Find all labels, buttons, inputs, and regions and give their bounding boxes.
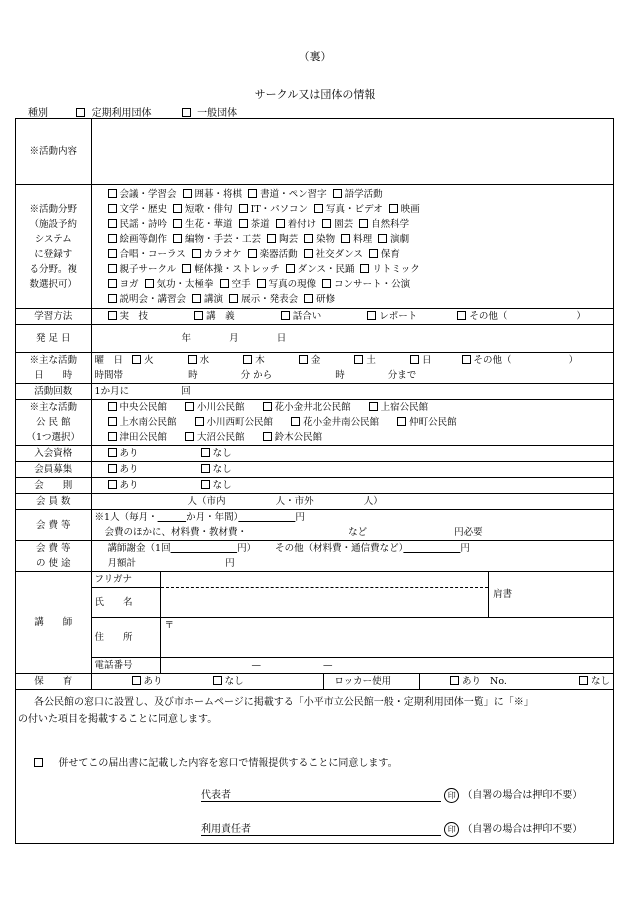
consent-section [15, 684, 614, 844]
representative-field[interactable] [201, 786, 441, 802]
founded-day: 日 [276, 333, 287, 344]
option-checkbox[interactable] [248, 249, 257, 258]
option-label: ヨガ [119, 278, 139, 290]
option-checkbox[interactable] [333, 189, 342, 198]
consent-info-text: 併せてこの届出書に記載した内容を窓口で情報提供することに同意します。 [58, 758, 398, 769]
option-row [108, 292, 610, 307]
option-label: 楽器活動 [259, 248, 298, 260]
option-label: 写真の現像 [268, 278, 317, 290]
option-checkbox[interactable] [360, 264, 369, 273]
responsible-field[interactable] [201, 820, 441, 836]
teacher-furigana-field[interactable] [161, 572, 489, 588]
option-label: 茶道 [250, 218, 270, 230]
type-row [28, 104, 237, 119]
hall-label-line: （1つ選択） [26, 432, 81, 443]
members-label: 会 員 数 [16, 494, 92, 510]
day-option: 金 [310, 355, 321, 366]
option-checkbox[interactable] [108, 279, 117, 288]
members-city: 人（市内 [187, 496, 226, 507]
time-hour2: 時 [335, 370, 345, 381]
activity-content-label: ※活動内容 [16, 119, 92, 185]
checkbox-recruit-yes[interactable] [108, 464, 117, 473]
admission-row [16, 446, 614, 462]
option-label: 語学活動 [344, 188, 383, 200]
count-unit: 回 [181, 386, 191, 397]
option-label: 上水南公民館 [119, 417, 177, 428]
responsible-row [201, 820, 582, 837]
type-label: 種別 [28, 108, 48, 119]
recruit-row [16, 462, 614, 478]
method-options [91, 309, 613, 325]
hall-list [108, 400, 610, 445]
rules-options [91, 478, 613, 494]
option-label: 囲碁・将棋 [194, 188, 243, 200]
option-checkbox[interactable] [263, 402, 272, 411]
method-label: 学習方法 [16, 309, 92, 325]
schedule-label-line: ※主な活動 [29, 355, 78, 366]
usage-field[interactable] [91, 541, 613, 572]
activity-field-options [91, 185, 613, 309]
day-option: 火 [144, 355, 154, 366]
day-option: 日 [421, 355, 432, 366]
option-row [108, 202, 610, 217]
checkbox-lecture[interactable] [194, 311, 203, 320]
usage-line-2 [108, 556, 610, 571]
option-label: 社交ダンス [315, 248, 363, 260]
founded-label: 発 足 日 [16, 325, 92, 353]
option-label: 染物 [316, 233, 336, 245]
method-option: 講 義 [206, 311, 235, 322]
option-label: 大沼公民館 [197, 432, 245, 443]
method-option: その他（ [469, 311, 508, 322]
option-label: 展示・発表会 [241, 293, 299, 305]
founded-field[interactable] [91, 325, 613, 353]
option-checkbox[interactable] [173, 219, 182, 228]
locker-label: ロッカー使用 [324, 674, 420, 689]
activity-field-label-line: 数選択可） [29, 278, 78, 290]
time-hour1: 時 [188, 370, 198, 381]
option-checkbox[interactable] [291, 417, 300, 426]
option-checkbox[interactable] [276, 219, 285, 228]
option-checkbox[interactable] [304, 249, 313, 258]
option-yes: あり [119, 464, 139, 475]
consent-info-row [34, 754, 398, 769]
responsible-label: 利用責任者 [201, 824, 251, 835]
option-label: IT・パソコン [250, 203, 308, 215]
option-checkbox[interactable] [397, 417, 406, 426]
option-row [108, 400, 610, 415]
phone-dash: — [323, 660, 333, 671]
option-checkbox[interactable] [239, 219, 248, 228]
option-checkbox[interactable] [389, 204, 398, 213]
option-label: 編物・手芸・工芸 [185, 233, 262, 245]
option-checkbox[interactable] [220, 279, 229, 288]
fee-text: 円必要 [454, 527, 483, 538]
option-label: 小川公民館 [197, 402, 245, 413]
time-label: 時間帯 [94, 370, 124, 381]
fee-text: 会費のほかに、材料費・教材費・ [104, 527, 248, 538]
option-label: 鈴木公民館 [274, 432, 323, 443]
fee-text: 円 [295, 512, 305, 523]
checkbox-info-consent[interactable] [34, 758, 43, 767]
day-close: ） [568, 355, 579, 366]
admission-label: 入会資格 [16, 446, 92, 462]
usage-text: その他（材料費・通信費など） [275, 543, 404, 554]
circle-info-table [15, 118, 614, 690]
day-option: 水 [199, 355, 210, 366]
childcare-label: 保 育 [16, 674, 92, 690]
usage-text: 月額計 [107, 558, 137, 569]
option-label: ダンス・民踊 [297, 263, 355, 275]
members-row [16, 494, 614, 510]
teacher-address-label: 住 所 [91, 618, 161, 658]
option-checkbox[interactable] [304, 294, 313, 303]
activity-content-field[interactable] [91, 119, 613, 185]
schedule-label-line: 日 時 [34, 370, 73, 381]
page-side-label: （裏） [298, 50, 332, 63]
time-from: 分 から [240, 370, 273, 381]
recruit-label: 会員募集 [16, 462, 92, 478]
option-label: 小川西町公民館 [206, 417, 274, 428]
fee-blank [238, 512, 295, 523]
option-checkbox[interactable] [322, 219, 331, 228]
option-row [108, 232, 610, 247]
option-row [108, 430, 610, 445]
option-checkbox[interactable] [185, 432, 194, 441]
phone-dash: — [251, 660, 261, 671]
option-label: 空手 [231, 278, 251, 290]
schedule-days-line [95, 353, 610, 368]
members-outside: 人・市外 [275, 496, 314, 507]
fee-field[interactable] [91, 510, 613, 541]
hall-label-line: 公 民 館 [35, 417, 71, 428]
option-label: 保育 [380, 248, 400, 260]
option-label: コンサート・公演 [334, 278, 411, 290]
teacher-furigana-label: フリガナ [91, 572, 161, 588]
activity-field-row [16, 185, 614, 309]
members-close: 人） [363, 496, 383, 507]
schedule-row [16, 353, 614, 384]
option-label: 説明会・講習会 [119, 293, 187, 305]
option-label: 短歌・俳句 [185, 203, 233, 215]
seal-icon: 印 [444, 788, 459, 803]
option-label: 気功・太極拳 [156, 278, 214, 290]
option-checkbox[interactable] [192, 294, 201, 303]
option-row [108, 187, 610, 202]
checkbox-thu[interactable] [243, 355, 252, 364]
usage-text: 円 [460, 543, 470, 554]
count-row [16, 384, 614, 400]
teacher-address-row [16, 618, 614, 630]
option-no: なし [224, 676, 244, 687]
option-label: 写真・ビデオ [325, 203, 383, 215]
option-checkbox[interactable] [322, 279, 331, 288]
method-option: 話合い [292, 311, 322, 322]
option-label: 陶芸 [279, 233, 299, 245]
founded-row [16, 325, 614, 353]
consent-line: 各公民館の窓口に設置し、及び市ホームページに掲載する「小平市立公民館一般・定期利用団体一覧」に「※」 [34, 697, 534, 708]
hall-label [16, 400, 92, 446]
method-close: ） [576, 311, 586, 322]
option-label: 園芸 [334, 218, 354, 230]
option-no: なし [590, 676, 610, 687]
option-checkbox[interactable] [257, 279, 266, 288]
option-checkbox[interactable] [195, 417, 204, 426]
postal-mark: 〒 [164, 620, 174, 631]
checkbox-practice[interactable] [108, 311, 117, 320]
option-checkbox[interactable] [108, 264, 117, 273]
locker-no-label: No. [490, 676, 507, 687]
fee-text: か月・年間） [186, 512, 239, 523]
method-row [16, 309, 614, 325]
hall-row [16, 400, 614, 446]
option-row [108, 217, 610, 232]
option-checkbox[interactable] [248, 189, 257, 198]
option-checkbox[interactable] [108, 219, 117, 228]
option-checkbox[interactable] [369, 402, 378, 411]
option-label: 中央公民館 [119, 402, 168, 413]
usage-label-line: の 使 途 [35, 558, 71, 569]
checkbox-regular-group[interactable] [76, 108, 85, 117]
form-title: サークル又は団体の情報 [254, 88, 376, 101]
option-yes: あり [143, 676, 163, 687]
option-label: 講演 [204, 293, 224, 305]
rules-label: 会 則 [16, 478, 92, 494]
usage-line-1 [108, 541, 610, 556]
option-no: なし [212, 448, 232, 459]
day-option: その他（ [473, 355, 512, 366]
option-checkbox[interactable] [359, 219, 368, 228]
hall-options [91, 400, 613, 446]
checkbox-wed[interactable] [188, 355, 197, 364]
checkbox-admission-no[interactable] [201, 448, 210, 457]
representative-row [201, 786, 582, 803]
option-checkbox[interactable] [173, 204, 182, 213]
usage-text: 円） [237, 543, 257, 554]
option-checkbox[interactable] [192, 249, 201, 258]
fee-blank [158, 512, 187, 523]
day-option: 土 [366, 355, 376, 366]
fee-text: ※1人（毎月・ [94, 512, 158, 523]
option-checkbox[interactable] [369, 249, 378, 258]
usage-text: 講師謝金（1回 [107, 543, 171, 554]
teacher-title-cell[interactable] [489, 572, 614, 618]
option-label: 自然科学 [371, 218, 410, 230]
option-label: 津田公民館 [119, 432, 168, 443]
option-yes: あり [119, 480, 139, 491]
checkbox-rules-yes[interactable] [108, 480, 117, 489]
count-label: 活動回数 [16, 384, 92, 400]
responsible-note: （自署の場合は押印不要） [462, 824, 583, 835]
representative-note: （自署の場合は押印不要） [462, 790, 583, 801]
activity-content-row [16, 119, 614, 185]
option-label: 合唱・コーラス [119, 248, 186, 260]
option-label: 親子サークル [119, 263, 177, 275]
type-general-label: 一般団体 [197, 108, 238, 119]
teacher-address-field[interactable] [161, 618, 614, 658]
schedule-field [91, 353, 613, 384]
option-label: 生花・華道 [185, 218, 233, 230]
option-row [108, 277, 610, 292]
activity-field-label-line: る分野。複 [29, 263, 78, 275]
option-checkbox[interactable] [108, 402, 117, 411]
usage-text: 円 [225, 558, 235, 569]
fee-text: など [348, 527, 368, 538]
count-field[interactable] [91, 384, 613, 400]
option-checkbox[interactable] [185, 402, 194, 411]
checkbox-sat[interactable] [354, 355, 363, 364]
option-no: なし [212, 480, 232, 491]
option-checkbox[interactable] [341, 234, 350, 243]
option-label: 文学・歴史 [119, 203, 168, 215]
checkbox-recruit-no[interactable] [201, 464, 210, 473]
option-checkbox[interactable] [267, 234, 276, 243]
hall-label-line: ※主な活動 [29, 402, 78, 413]
day-option: 木 [255, 355, 265, 366]
checkbox-rules-no[interactable] [201, 480, 210, 489]
seal-icon: 印 [444, 822, 459, 837]
option-checkbox[interactable] [183, 189, 192, 198]
checkbox-day-other[interactable] [462, 355, 471, 364]
method-option: 実 技 [119, 311, 149, 322]
method-option: レポート [379, 311, 418, 322]
members-field[interactable] [91, 494, 613, 510]
usage-row [16, 541, 614, 572]
rules-row [16, 478, 614, 494]
fee-line-1 [95, 510, 610, 525]
option-label: 料理 [353, 233, 373, 245]
activity-field-label-line: に登録す [34, 248, 73, 260]
founded-year: 年 [181, 333, 192, 344]
option-label: 軽体操・ストレッチ [194, 263, 280, 275]
option-label: 研修 [316, 293, 336, 305]
option-checkbox[interactable] [378, 234, 387, 243]
activity-field-label [16, 185, 92, 309]
option-checkbox[interactable] [108, 432, 117, 441]
option-checkbox[interactable] [173, 234, 182, 243]
teacher-name-field[interactable] [161, 588, 489, 618]
fee-line-2 [95, 525, 610, 540]
teacher-phone-label: 電話番号 [91, 658, 161, 674]
time-until: 分まで [387, 370, 417, 381]
option-label: 上宿公民館 [380, 402, 429, 413]
option-label: 会議・学習会 [119, 188, 177, 200]
option-checkbox[interactable] [304, 234, 313, 243]
consent-line: の付いた項目を掲載することに同意します。 [18, 714, 218, 725]
option-yes: あり [461, 676, 481, 687]
option-row [108, 247, 610, 262]
schedule-label [16, 353, 92, 384]
activity-field-list [108, 187, 610, 307]
activity-field-label-line: システム [34, 233, 72, 245]
option-checkbox[interactable] [239, 204, 248, 213]
option-row [108, 415, 610, 430]
option-checkbox[interactable] [286, 264, 295, 273]
option-yes: あり [119, 448, 139, 459]
option-label: 花小金井北公民館 [274, 402, 351, 413]
teacher-title-label: 肩書 [493, 589, 513, 600]
option-checkbox[interactable] [108, 417, 117, 426]
youbi-label: 曜 日 [94, 355, 124, 366]
teacher-name-label: 氏 名 [91, 588, 161, 618]
checkbox-report[interactable] [367, 311, 376, 320]
founded-month: 月 [229, 333, 239, 344]
option-checkbox[interactable] [108, 234, 117, 243]
option-label: 花小金井南公民館 [303, 417, 380, 428]
option-label: リトミック [372, 263, 420, 275]
usage-label-line: 会 費 等 [35, 543, 71, 554]
teacher-phone-field[interactable] [161, 658, 614, 674]
teacher-furigana-row [16, 572, 614, 588]
option-label: 演劇 [390, 233, 410, 245]
checkbox-admission-yes[interactable] [108, 448, 117, 457]
recruit-options [91, 462, 613, 478]
option-checkbox[interactable] [314, 204, 323, 213]
activity-field-label-line: ※活動分野 [29, 203, 78, 215]
representative-label: 代表者 [201, 790, 231, 801]
usage-blank [403, 543, 460, 554]
usage-label [16, 541, 92, 572]
option-label: 絵画等創作 [119, 233, 168, 245]
checkbox-method-other[interactable] [457, 311, 466, 320]
admission-options [91, 446, 613, 462]
option-row [108, 262, 610, 277]
checkbox-fri[interactable] [299, 355, 308, 364]
option-checkbox[interactable] [263, 432, 272, 441]
count-prefix: 1か月に [94, 386, 130, 397]
option-checkbox[interactable] [108, 294, 117, 303]
option-checkbox[interactable] [145, 279, 154, 288]
fee-label: 会 費 等 [16, 510, 92, 541]
option-label: カラオケ [203, 248, 242, 260]
checkbox-tue[interactable] [132, 355, 141, 364]
option-label: 着付け [287, 218, 317, 230]
teacher-phone-row [16, 658, 614, 674]
teacher-label: 講 師 [16, 572, 92, 674]
option-checkbox[interactable] [229, 294, 238, 303]
activity-field-label-line: （施設予約 [29, 218, 78, 230]
fee-row [16, 510, 614, 541]
checkbox-discussion[interactable] [281, 311, 290, 320]
option-no: なし [212, 464, 232, 475]
option-label: 仲町公民館 [409, 417, 457, 428]
checkbox-sun[interactable] [410, 355, 419, 364]
option-label: 民謡・詩吟 [119, 218, 168, 230]
type-regular-label: 定期利用団体 [91, 108, 152, 119]
checkbox-general-group[interactable] [182, 108, 191, 117]
consent-paragraph [18, 694, 614, 728]
schedule-time-line [95, 368, 610, 383]
option-label: 書道・ペン習字 [260, 188, 327, 200]
option-checkbox[interactable] [108, 249, 117, 258]
option-label: 映画 [400, 203, 420, 215]
option-checkbox[interactable] [108, 204, 117, 213]
usage-blank [171, 543, 238, 554]
option-checkbox[interactable] [182, 264, 191, 273]
option-checkbox[interactable] [108, 189, 117, 198]
